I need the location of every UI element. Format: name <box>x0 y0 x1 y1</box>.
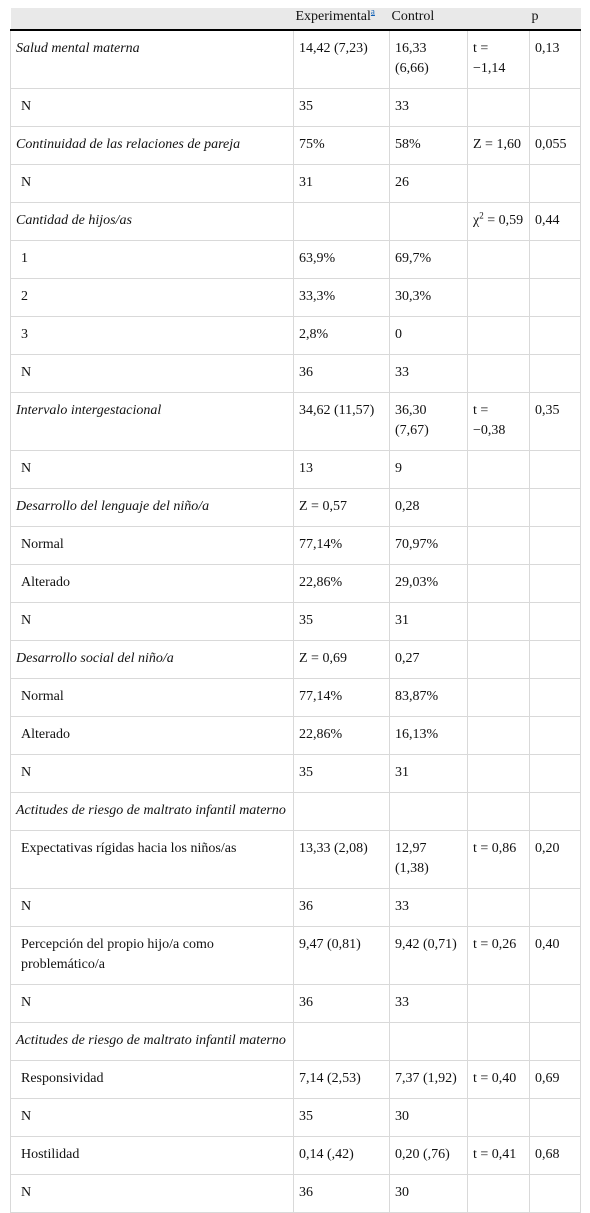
experimental-value: 13 <box>294 451 390 489</box>
control-value: 58% <box>390 127 468 165</box>
control-value: 12,97 (1,38) <box>390 831 468 889</box>
table-row <box>11 603 581 641</box>
results-table <box>10 8 581 1213</box>
statistic-value <box>468 679 530 717</box>
experimental-value: Z = 0,57 <box>294 489 390 527</box>
p-value <box>530 1023 581 1061</box>
statistic-value: t = −1,14 <box>468 30 530 89</box>
experimental-value: 35 <box>294 755 390 793</box>
header-experimental-label: Experimental <box>295 9 371 24</box>
statistic-value <box>468 89 530 127</box>
table-row <box>11 565 581 603</box>
p-value <box>530 279 581 317</box>
row-label: Alterado <box>11 717 294 755</box>
table-row <box>11 1175 581 1213</box>
p-value: 0,35 <box>530 393 581 451</box>
p-value <box>530 889 581 927</box>
table-row <box>11 89 581 127</box>
header-p: p <box>530 8 581 30</box>
row-label: Actitudes de riesgo de maltrato infantil materno <box>11 793 294 831</box>
table-row <box>11 889 581 927</box>
p-value <box>530 1175 581 1213</box>
control-value <box>390 793 468 831</box>
row-label: Percepción del propio hijo/a como problemático/a <box>11 927 294 985</box>
row-label: Salud mental materna <box>11 30 294 89</box>
experimental-value: 22,86% <box>294 717 390 755</box>
experimental-value: 2,8% <box>294 317 390 355</box>
table-row <box>11 831 581 889</box>
control-value: 33 <box>390 355 468 393</box>
control-value <box>390 203 468 241</box>
statistic-value: t = 0,86 <box>468 831 530 889</box>
experimental-value: 36 <box>294 889 390 927</box>
row-label: N <box>11 451 294 489</box>
p-value: 0,20 <box>530 831 581 889</box>
p-value <box>530 451 581 489</box>
table-row <box>11 641 581 679</box>
experimental-value: Z = 0,69 <box>294 641 390 679</box>
control-value: 30,3% <box>390 279 468 317</box>
table-row <box>11 30 581 89</box>
statistic-value: t = 0,41 <box>468 1137 530 1175</box>
statistic-value: t = 0,40 <box>468 1061 530 1099</box>
experimental-value: 36 <box>294 1175 390 1213</box>
header-experimental <box>294 8 390 30</box>
control-value: 33 <box>390 889 468 927</box>
control-value: 9,42 (0,71) <box>390 927 468 985</box>
row-label: N <box>11 755 294 793</box>
p-value <box>530 793 581 831</box>
statistic-value <box>468 793 530 831</box>
table-row <box>11 679 581 717</box>
p-value <box>530 717 581 755</box>
table-header <box>11 8 581 30</box>
control-value: 0,27 <box>390 641 468 679</box>
experimental-value: 13,33 (2,08) <box>294 831 390 889</box>
statistic-rest: = 0,59 <box>483 213 524 228</box>
row-label: Alterado <box>11 565 294 603</box>
footnote-a-link[interactable]: a <box>370 6 375 17</box>
statistic-value <box>468 203 530 241</box>
header-blank <box>11 8 294 30</box>
statistic-value: t = −0,38 <box>468 393 530 451</box>
experimental-value: 35 <box>294 603 390 641</box>
experimental-value: 31 <box>294 165 390 203</box>
table-row <box>11 1137 581 1175</box>
p-value <box>530 89 581 127</box>
statistic-value <box>468 241 530 279</box>
control-value: 7,37 (1,92) <box>390 1061 468 1099</box>
table-row <box>11 451 581 489</box>
table-row <box>11 927 581 985</box>
statistic-value <box>468 717 530 755</box>
p-value: 0,44 <box>530 203 581 241</box>
statistic-value: t = 0,26 <box>468 927 530 985</box>
control-value: 33 <box>390 89 468 127</box>
row-label: 1 <box>11 241 294 279</box>
table-row <box>11 241 581 279</box>
statistic-value <box>468 489 530 527</box>
p-value <box>530 317 581 355</box>
experimental-value <box>294 793 390 831</box>
experimental-value: 63,9% <box>294 241 390 279</box>
control-value: 69,7% <box>390 241 468 279</box>
experimental-value <box>294 203 390 241</box>
table-row <box>11 1061 581 1099</box>
p-value <box>530 1099 581 1137</box>
table-row <box>11 127 581 165</box>
control-value: 36,30 (7,67) <box>390 393 468 451</box>
statistic-value <box>468 1099 530 1137</box>
table-row <box>11 317 581 355</box>
table-row <box>11 355 581 393</box>
experimental-value: 22,86% <box>294 565 390 603</box>
table-row <box>11 203 581 241</box>
experimental-value: 35 <box>294 1099 390 1137</box>
statistic-value <box>468 889 530 927</box>
table-row <box>11 1023 581 1061</box>
statistic-value <box>468 279 530 317</box>
row-label: Cantidad de hijos/as <box>11 203 294 241</box>
table-row <box>11 279 581 317</box>
statistic-value <box>468 1175 530 1213</box>
p-value <box>530 603 581 641</box>
control-value: 33 <box>390 985 468 1023</box>
experimental-value: 77,14% <box>294 527 390 565</box>
header-control: Control <box>390 8 468 30</box>
statistic-value <box>468 355 530 393</box>
experimental-value: 14,42 (7,23) <box>294 30 390 89</box>
header-row <box>11 8 581 30</box>
statistic-value: Z = 1,60 <box>468 127 530 165</box>
row-label: N <box>11 165 294 203</box>
experimental-value: 35 <box>294 89 390 127</box>
table-row <box>11 165 581 203</box>
row-label: N <box>11 1099 294 1137</box>
table-row <box>11 1099 581 1137</box>
row-label: Desarrollo social del niño/a <box>11 641 294 679</box>
p-value <box>530 165 581 203</box>
control-value: 30 <box>390 1099 468 1137</box>
experimental-value: 36 <box>294 985 390 1023</box>
control-value: 26 <box>390 165 468 203</box>
statistic-superscript: 2 <box>479 210 484 221</box>
table-row <box>11 527 581 565</box>
row-label: Intervalo intergestacional <box>11 393 294 451</box>
row-label: N <box>11 89 294 127</box>
experimental-value: 9,47 (0,81) <box>294 927 390 985</box>
experimental-value: 0,14 (,42) <box>294 1137 390 1175</box>
row-label: Desarrollo del lenguaje del niño/a <box>11 489 294 527</box>
p-value <box>530 355 581 393</box>
row-label: Normal <box>11 679 294 717</box>
control-value: 0,20 (,76) <box>390 1137 468 1175</box>
row-label: Continuidad de las relaciones de pareja <box>11 127 294 165</box>
statistic-value <box>468 451 530 489</box>
row-label: Hostilidad <box>11 1137 294 1175</box>
control-value: 83,87% <box>390 679 468 717</box>
control-value: 16,13% <box>390 717 468 755</box>
table-row <box>11 393 581 451</box>
row-label: N <box>11 355 294 393</box>
p-value <box>530 565 581 603</box>
experimental-value: 77,14% <box>294 679 390 717</box>
p-value <box>530 679 581 717</box>
table-row <box>11 717 581 755</box>
statistic-value <box>468 755 530 793</box>
control-value: 70,97% <box>390 527 468 565</box>
p-value: 0,055 <box>530 127 581 165</box>
statistic-value <box>468 641 530 679</box>
row-label: Expectativas rígidas hacia los niños/as <box>11 831 294 889</box>
row-label: Actitudes de riesgo de maltrato infantil materno <box>11 1023 294 1061</box>
table-row <box>11 793 581 831</box>
p-value: 0,40 <box>530 927 581 985</box>
experimental-value: 34,62 (11,57) <box>294 393 390 451</box>
p-value: 0,69 <box>530 1061 581 1099</box>
row-label: 2 <box>11 279 294 317</box>
p-value <box>530 755 581 793</box>
control-value: 29,03% <box>390 565 468 603</box>
control-value: 0,28 <box>390 489 468 527</box>
control-value: 9 <box>390 451 468 489</box>
p-value <box>530 527 581 565</box>
header-stat <box>468 8 530 30</box>
p-value: 0,68 <box>530 1137 581 1175</box>
statistic-value <box>468 317 530 355</box>
row-label: N <box>11 985 294 1023</box>
statistic-value <box>468 565 530 603</box>
statistic-value <box>468 985 530 1023</box>
experimental-value: 75% <box>294 127 390 165</box>
statistic-value <box>468 165 530 203</box>
experimental-value: 33,3% <box>294 279 390 317</box>
row-label: Responsividad <box>11 1061 294 1099</box>
statistic-value <box>468 527 530 565</box>
table-row <box>11 755 581 793</box>
control-value <box>390 1023 468 1061</box>
table-row <box>11 489 581 527</box>
row-label: N <box>11 603 294 641</box>
table-body <box>11 30 581 1213</box>
experimental-value <box>294 1023 390 1061</box>
statistic-symbol: χ <box>473 213 480 228</box>
control-value: 31 <box>390 755 468 793</box>
p-value: 0,13 <box>530 30 581 89</box>
p-value <box>530 641 581 679</box>
p-value <box>530 985 581 1023</box>
row-label: N <box>11 1175 294 1213</box>
p-value <box>530 489 581 527</box>
table-row <box>11 985 581 1023</box>
statistic-value <box>468 1023 530 1061</box>
row-label: Normal <box>11 527 294 565</box>
control-value: 0 <box>390 317 468 355</box>
experimental-value: 7,14 (2,53) <box>294 1061 390 1099</box>
control-value: 16,33 (6,66) <box>390 30 468 89</box>
control-value: 30 <box>390 1175 468 1213</box>
experimental-value: 36 <box>294 355 390 393</box>
row-label: N <box>11 889 294 927</box>
p-value <box>530 241 581 279</box>
row-label: 3 <box>11 317 294 355</box>
control-value: 31 <box>390 603 468 641</box>
statistic-value <box>468 603 530 641</box>
